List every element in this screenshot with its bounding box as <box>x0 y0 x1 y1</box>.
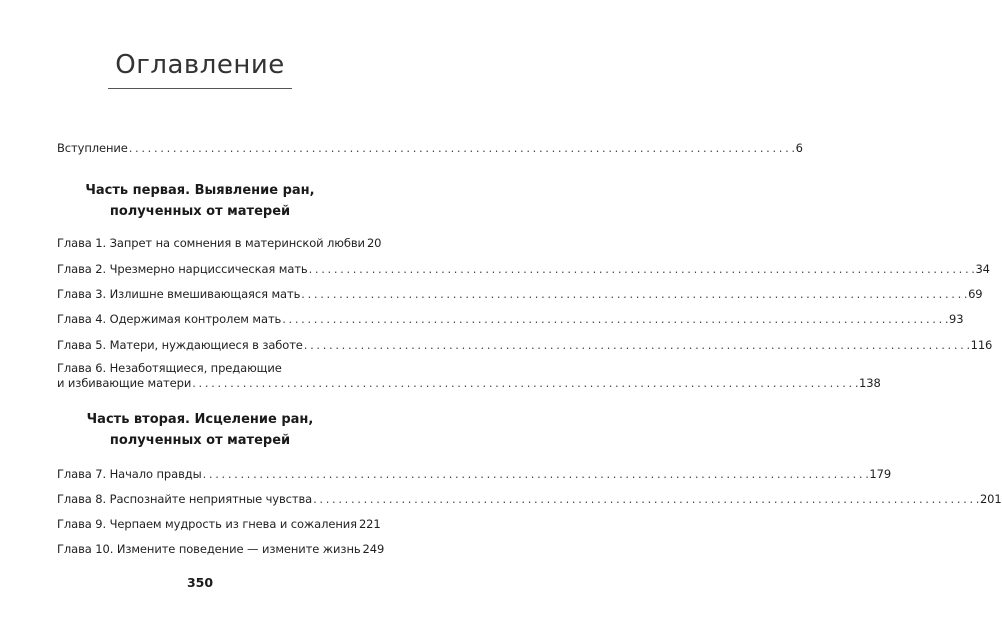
toc-entry-page: 221 <box>358 517 381 531</box>
leader-dots <box>203 467 869 482</box>
toc-entry-chapter[interactable] <box>57 492 1002 507</box>
toc-entry-label: Глава 7. Начало правды <box>57 467 202 481</box>
part-heading <box>0 180 400 222</box>
leader-dots <box>192 376 858 391</box>
toc-entry-page: 138 <box>859 376 881 390</box>
leader-dots <box>304 338 970 353</box>
toc-entry-label: Глава 3. Излишне вмешивающаяся мать <box>57 287 301 301</box>
toc-entry-page: 249 <box>362 542 385 556</box>
toc-entry-label: Глава 10. Измените поведение — измените жизнь <box>57 542 361 556</box>
part-heading-line: полученных от матерей <box>109 433 291 448</box>
toc-entry-page: 201 <box>979 492 1002 506</box>
leader-dots <box>282 312 948 327</box>
leader-dots <box>129 141 795 156</box>
leader-dots <box>309 262 975 277</box>
toc-entry-chapter[interactable] <box>57 542 385 557</box>
page-number: 350 <box>186 575 214 590</box>
toc-entry-label: Глава 8. Распознайте неприятные чувства <box>57 492 313 506</box>
toc-entry-label: Глава 2. Чрезмерно нарциссическая мать <box>57 262 308 276</box>
toc-entry-chapter[interactable] <box>57 236 382 251</box>
toc-entry-chapter[interactable] <box>57 287 983 302</box>
toc-entry-chapter[interactable] <box>57 262 990 277</box>
toc-entry-page: 116 <box>970 338 993 352</box>
leader-dots <box>313 492 979 507</box>
toc-entry-label: Глава 4. Одержимая контролем мать <box>57 312 282 326</box>
toc-entry-chapter[interactable] <box>57 312 964 327</box>
toc-entry-chapter[interactable] <box>57 361 881 391</box>
toc-entry-label: Вступление <box>57 141 128 155</box>
toc-entry-chapter[interactable] <box>57 517 381 532</box>
toc-entry-page: 69 <box>968 287 983 301</box>
part-heading-line: полученных от матерей <box>109 204 291 219</box>
toc-entry-label: и избивающие матери <box>57 376 192 390</box>
toc-entry-label-line1: Глава 6. Незаботящиеся, предающие <box>57 361 282 375</box>
toc-entry-page: 179 <box>869 467 892 481</box>
toc-entry-label: Глава 5. Матери, нуждающиеся в заботе <box>57 338 303 352</box>
toc-title: Оглавление <box>115 50 285 80</box>
toc-entry-label: Глава 1. Запрет на сомнения в материнской любви <box>57 236 365 250</box>
part-heading-line: Часть вторая. Исцеление ран, <box>86 412 314 427</box>
toc-entry-intro[interactable] <box>57 141 803 156</box>
leader-dots <box>301 287 967 302</box>
toc-entry-label: Глава 9. Черпаем мудрость из гнева и сожаления <box>57 517 357 531</box>
part-heading-line: Часть первая. Выявление ран, <box>85 183 315 198</box>
toc-entry-chapter[interactable] <box>57 338 993 353</box>
toc-entry-page: 93 <box>949 312 964 326</box>
toc-entry-chapter[interactable] <box>57 467 892 482</box>
toc-entry-page: 34 <box>975 262 990 276</box>
toc-entry-page: 20 <box>366 236 382 250</box>
toc-entry-page: 6 <box>795 141 803 155</box>
title-underline <box>108 88 292 89</box>
part-heading <box>0 409 400 451</box>
